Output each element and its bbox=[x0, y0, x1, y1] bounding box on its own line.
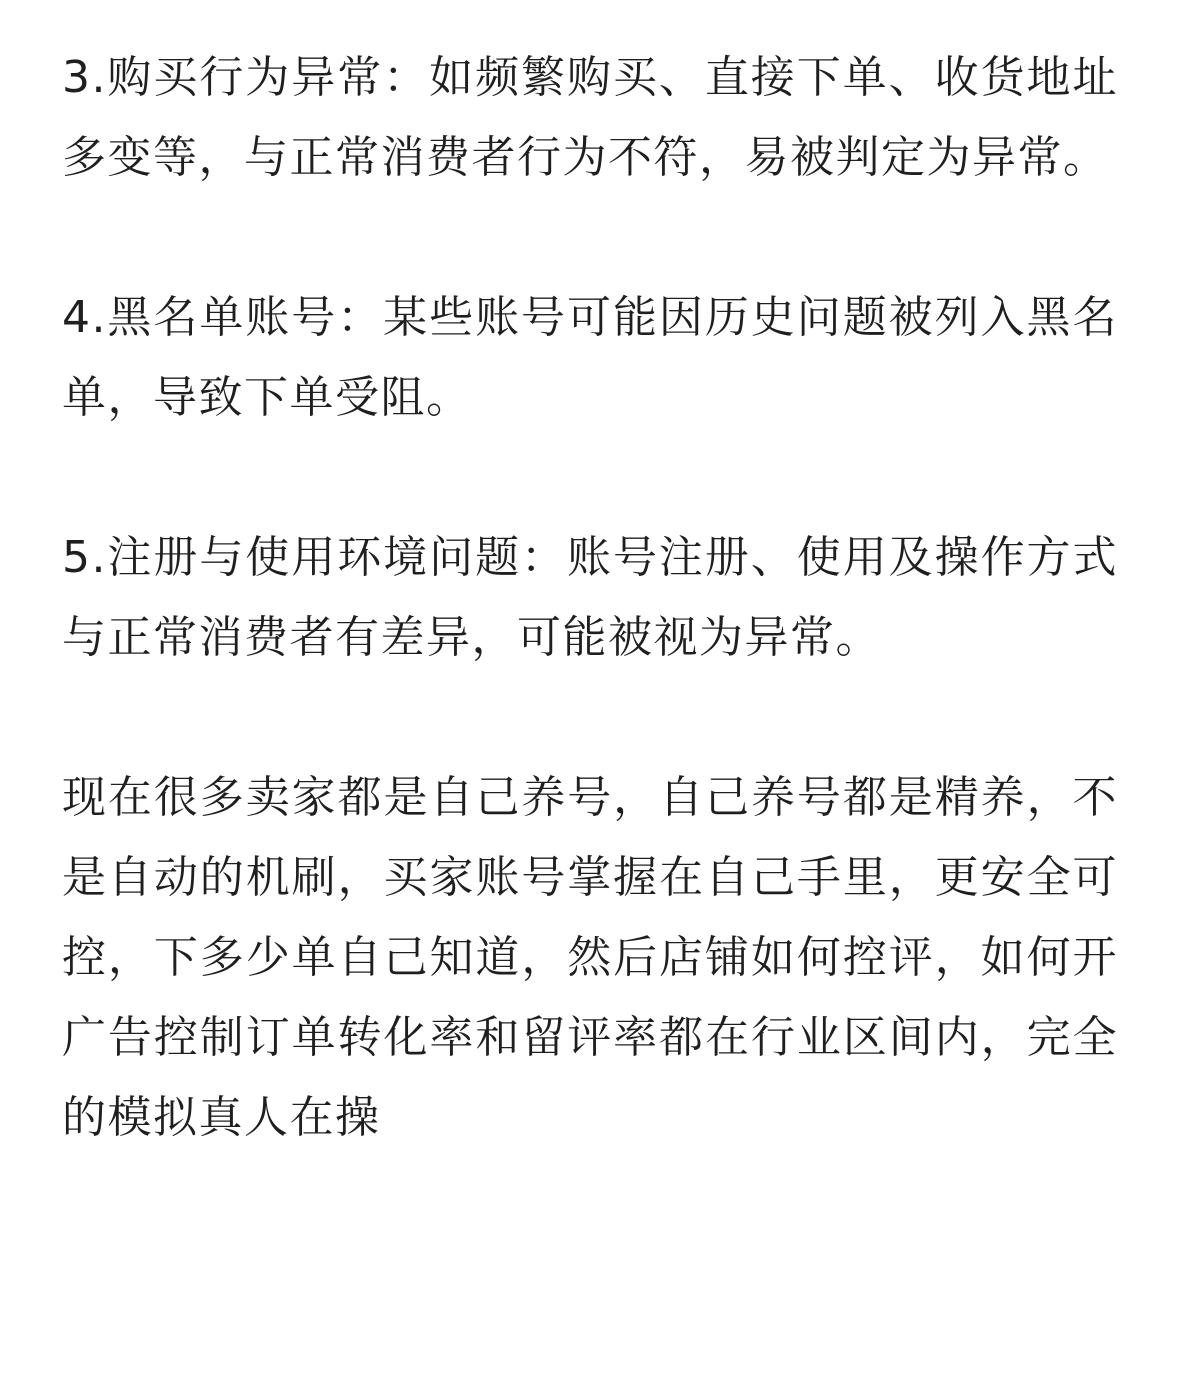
paragraph-4-blacklist: 4.黑名单账号：某些账号可能因历史问题被列入黑名单，导致下单受阻。 bbox=[62, 292, 1118, 423]
article-body bbox=[62, 0, 1118, 1238]
paragraph-5-environment: 5.注册与使用环境问题：账号注册、使用及操作方式与正常消费者有差异，可能被视为异常。 bbox=[62, 532, 1118, 663]
paragraph-3-purchase-behavior: 3.购买行为异常：如频繁购买、直接下单、收货地址多变等，与正常消费者行为不符，易被判定为异常。 bbox=[62, 52, 1118, 183]
paragraph-self-managed-accounts: 现在很多卖家都是自己养号，自己养号都是精养，不是自动的机刷，买家账号掌握在自己手里，更安全可控，下多少单自己知道，然后店铺如何控评，如何开广告控制订单转化率和留评率都在行业区间内，完全的模拟真人在操 bbox=[62, 772, 1118, 1143]
